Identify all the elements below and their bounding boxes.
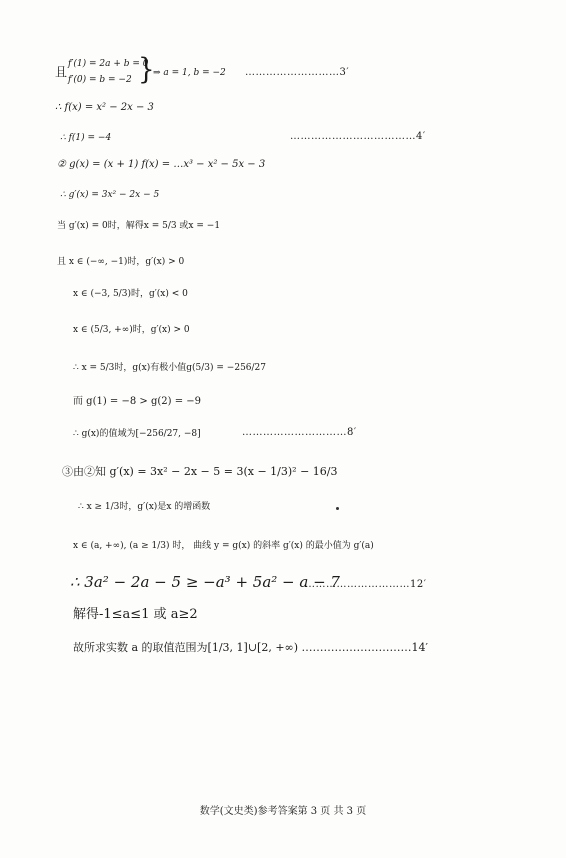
g-range: ∴ g(x)的值域为[−256/27, −8]	[73, 429, 201, 439]
g-expression: ② g(x) = (x + 1) f(x) = …x³ − x² − 5x − 3	[57, 159, 266, 170]
interval-decreasing: x ∈ (−3, 5/3)时，g′(x) < 0	[73, 289, 188, 299]
increasing-statement: ∴ x ≥ 1/3时，g′(x)是x 的增函数	[78, 502, 211, 512]
f-value-at-1: ∴ f(1) = −4	[60, 133, 112, 143]
conjunction-label: 且	[55, 65, 68, 79]
solution-statement: 解得-1≤a≤1 或 a≥2	[73, 607, 198, 622]
score-mark-8: …………………………8′	[242, 427, 357, 438]
equation-fprime-1: f′(1) = 2a + b = 0	[68, 59, 149, 69]
equation-fprime-0: f′(0) = b = −2	[68, 75, 132, 85]
final-answer: 故所求实数 a 的取值范围为[1/3, 1]∪[2, +∞) …………………………14′	[73, 641, 428, 654]
local-minimum: ∴ x = 5/3时，g(x)有极小值g(5/3) = −256/27	[73, 363, 267, 373]
score-mark-12: …………………………12′	[305, 579, 427, 590]
critical-points: 当 g′(x) = 0时，解得x = 5/3 或x = −1	[57, 221, 221, 231]
g-derivative: ∴ g′(x) = 3x² − 2x − 5	[60, 190, 160, 200]
inequality: ∴ 3a² − 2a − 5 ≥ −a³ + 5a² − a − 7	[70, 573, 340, 591]
g-endpoint-values: 而 g(1) = −8 > g(2) = −9	[73, 396, 202, 407]
slope-minimum-statement: x ∈ (a, +∞), (a ≥ 1/3) 时， 曲线 y = g(x) 的斜率 g′(x) 的最小值为 g′(a)	[73, 541, 374, 551]
g-derivative-completed-square: ③由②知 g′(x) = 3x² − 2x − 5 = 3(x − 1/3)² − 16/3	[62, 465, 338, 478]
brace-symbol: }	[138, 53, 155, 87]
f-expression: ∴ f(x) = x² − 2x − 3	[55, 102, 154, 113]
solution-a-b: ⇒ a = 1, b = −2	[153, 68, 226, 78]
score-mark-3: ………………………3′	[245, 67, 350, 78]
page-footer: 数学(文史类)参考答案第 3 页 共 3 页	[199, 806, 367, 817]
interval-increasing-left: 且 x ∈ (−∞, −1)时，g′(x) > 0	[57, 257, 185, 267]
score-mark-4: ………………………………4′	[290, 131, 426, 142]
speck	[336, 507, 339, 510]
interval-increasing-right: x ∈ (5/3, +∞)时，g′(x) > 0	[73, 325, 190, 335]
